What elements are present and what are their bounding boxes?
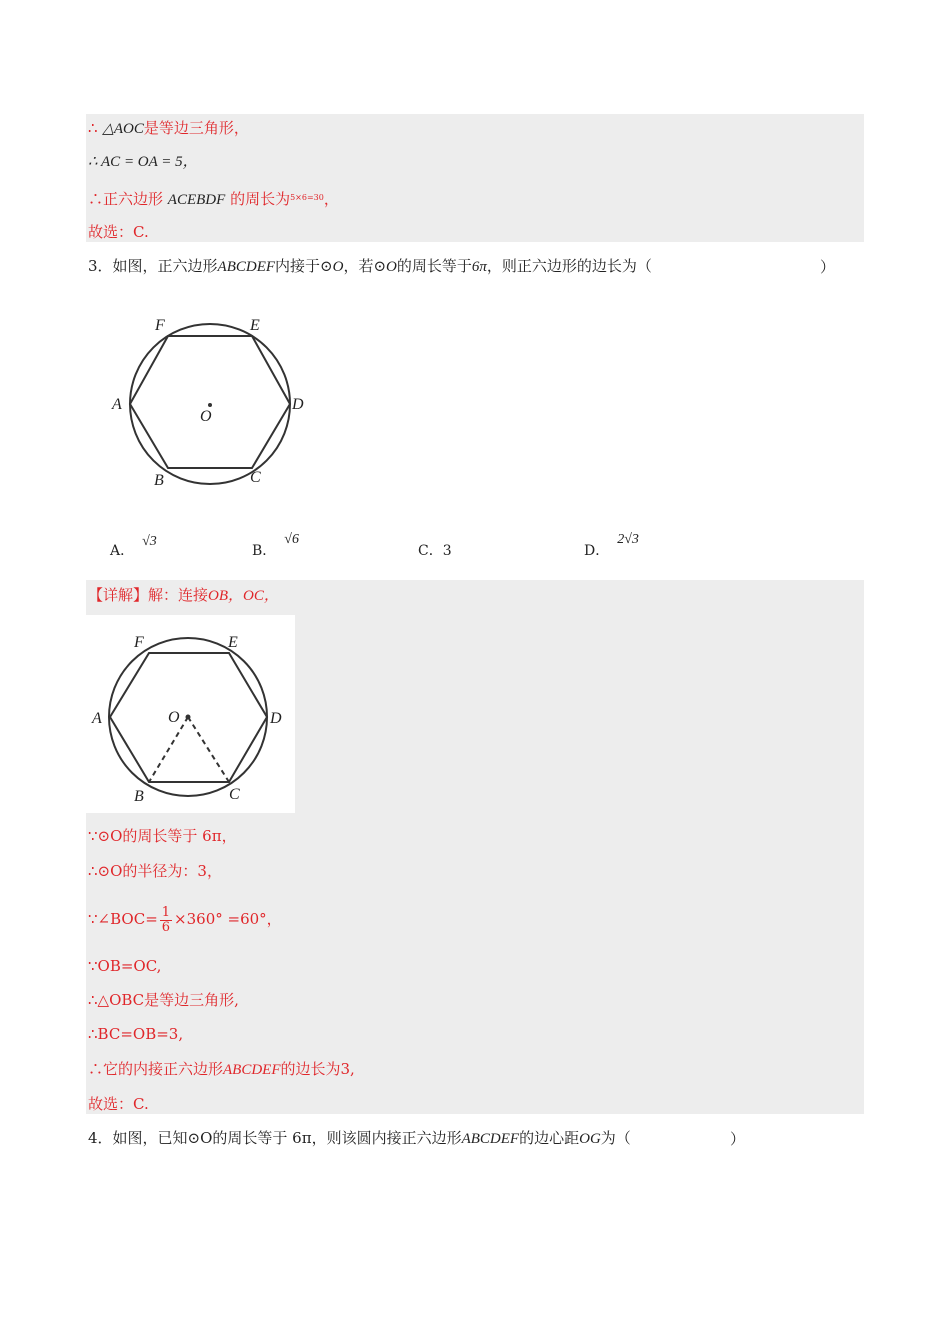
solution-step-6: ∴BC=OB=3, [88,1025,184,1043]
label-o: O [200,408,212,425]
q3-close-paren: ） [820,258,836,276]
solution-step-1: ∵⊙O的周长等于 6π， [88,827,237,845]
solution-label-o: O [168,709,180,726]
q4-text-c: 为（ [600,1129,631,1147]
detail-math-ob-oc: OB，OC， [208,588,279,604]
text-perimeter-is: 的周长为 [230,190,291,208]
solution-label-a: A [92,710,102,727]
center-point [208,403,212,407]
option-c-label: C． [418,543,443,559]
line-ac-eq-oa: ∴ AC = OA = 5， [88,154,198,170]
option-b[interactable] [252,528,299,559]
fraction-numerator: 1 [161,904,171,920]
solution-step-2: ∴⊙O的半径为：3， [88,862,222,880]
solution-head [88,585,279,606]
option-d[interactable] [584,528,639,559]
solution-step-7 [88,1059,355,1080]
solution-label-b: B [134,788,144,805]
detail-tag: 【详解】 [88,586,149,604]
fraction-one-sixth [160,906,172,935]
step7-text-a: ∴它的内接正六边形 [88,1060,224,1078]
q4-math-abcdef: ABCDEF [461,1131,520,1147]
option-c-value: 3 [442,543,452,559]
math-5x6-30: 5×6=30 [290,193,324,202]
question-4-stem [88,1128,631,1149]
therefore-symbol: ∴ [88,119,98,137]
line-perimeter [88,188,339,210]
option-d-label: D． [584,543,610,559]
q3-math-abcdef: ABCDEF [217,259,276,275]
label-b: B [154,472,164,489]
comma: ， [323,190,339,208]
option-c[interactable] [418,540,452,560]
option-b-value: √6 [284,532,299,547]
q4-text-b: 的边心距 [519,1129,580,1147]
solution-answer: 故选：C. [88,1095,149,1113]
step3-result: ×360° =60°， [174,910,282,928]
solution-step-5: ∴△OBC是等边三角形, [88,991,239,1009]
figure-hexagon-solution [86,615,295,813]
line-triangle-aoc [88,118,249,139]
option-a-value: √3 [142,534,157,549]
solution-step-4: ∵OB=OC, [88,957,162,975]
step7-text-b: 的边长为3, [280,1060,355,1078]
q4-close-paren: ） [730,1130,746,1148]
label-d: D [292,396,304,413]
label-e: E [250,317,260,334]
option-a-label: A． [110,543,135,559]
math-acebdf: ACEBDF [167,192,226,208]
label-a: A [112,396,122,413]
line-answer-prev: 故选：C. [88,223,149,241]
q3-text-d: 的周长等于 [396,257,472,275]
q3-math-o2: O [386,259,397,275]
figure-hexagon-q3 [100,310,320,500]
option-a[interactable] [110,530,157,559]
q3-text-b: 内接于⊙ [275,257,333,275]
q3-text-c: ，若⊙ [343,257,387,275]
fraction-denominator: 6 [161,919,171,935]
solution-label-c: C [229,786,240,803]
segment-oc [188,717,229,782]
label-f: F [155,317,165,334]
q4-math-og: OG [579,1131,601,1147]
q3-text-e: ，则正六边形的边长为（ [486,257,652,275]
hexagon [130,336,290,468]
text-hexagon: ∴正六边形 [88,190,164,208]
solution-center-point [186,715,191,720]
solution-label-f: F [134,634,144,651]
step3-angle: ∵∠BOC= [88,910,158,928]
q3-math-6pi: 6π [471,259,487,275]
step7-math-abcdef: ABCDEF [223,1062,281,1078]
solution-label-d: D [270,710,282,727]
text-equilateral: 是等边三角形， [143,119,249,137]
option-b-label: B． [252,543,277,559]
label-c: C [250,469,261,486]
q4-text-a: 4．如图，已知⊙O的周长等于 6π，则该圆内接正六边形 [88,1129,462,1147]
question-3-stem [88,256,652,277]
detail-text: 解：连接 [148,586,209,604]
segment-ob [149,717,188,782]
solution-label-e: E [228,634,238,651]
math-triangle-aoc: △AOC [102,121,144,137]
q3-text-a: 3．如图，正六边形 [88,257,218,275]
option-d-value: 2√3 [617,532,639,547]
q3-math-o: O [332,259,344,275]
solution-step-3 [88,898,282,940]
